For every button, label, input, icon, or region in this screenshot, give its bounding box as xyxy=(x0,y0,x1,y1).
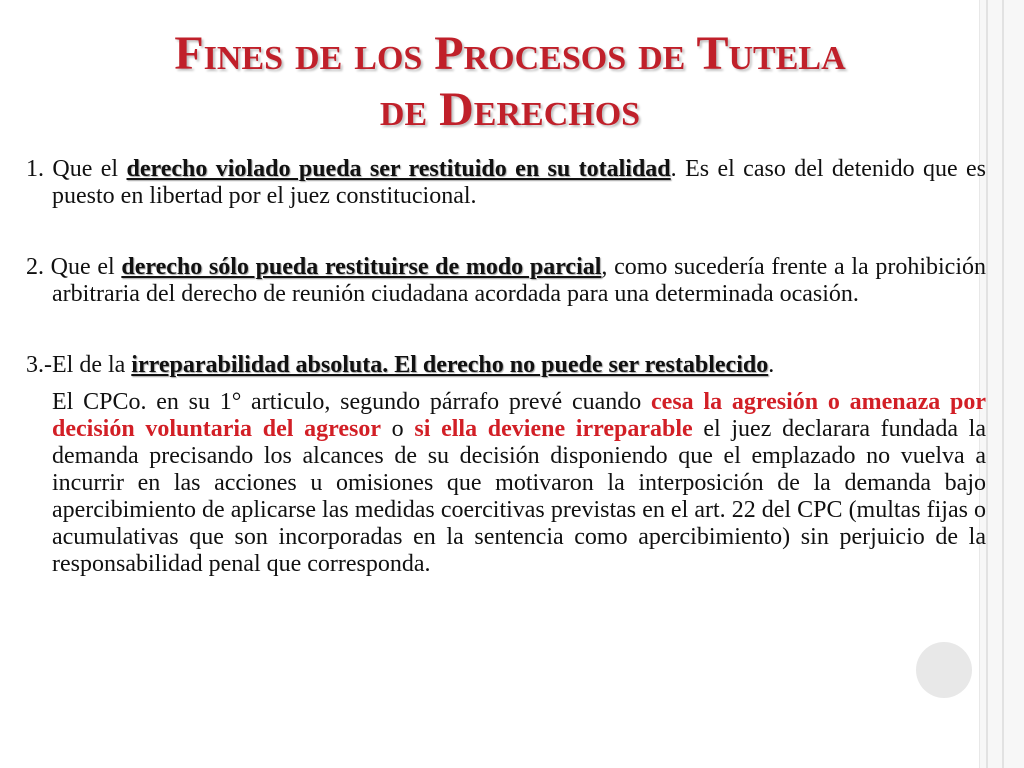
title-line-1: Fines de los Procesos de Tutela xyxy=(174,27,846,80)
list-item-3 xyxy=(26,352,986,379)
detail-highlight-2: si ella deviene irreparable xyxy=(414,416,693,442)
slide-body xyxy=(26,156,987,578)
item-2-emphasis: derecho sólo pueda restituirse de modo parcial xyxy=(121,254,602,280)
item-1-suffix: . Es el caso del detenido que es puesto en libertad por el juez constitucional. xyxy=(52,156,987,209)
detail-text-1: El CPCo. en su 1° articulo, segundo párrafo prevé cuando xyxy=(52,389,652,415)
item-3-suffix: . xyxy=(768,352,775,378)
decorative-line xyxy=(986,0,988,768)
item-2-suffix: , como sucedería frente a la prohibición arbitraria del derecho de reunión ciudadana acordada para una determinada ocasión. xyxy=(52,254,986,307)
item-2-prefix: 2. Que el xyxy=(26,254,122,280)
detail-text-2: o xyxy=(380,416,415,442)
list-item-1 xyxy=(26,156,987,210)
decorative-circle xyxy=(916,642,972,698)
item-1-prefix: 1. Que el xyxy=(26,156,127,182)
item-1-emphasis: derecho violado pueda ser restituido en su totalidad xyxy=(126,156,671,182)
slide-title xyxy=(40,26,980,138)
detail-paragraph xyxy=(52,389,986,578)
title-line-2: de Derechos xyxy=(379,83,641,136)
item-3-prefix: 3.-El de la xyxy=(26,352,132,378)
spacer xyxy=(52,210,986,254)
list-item-2 xyxy=(26,254,986,308)
decorative-line xyxy=(1002,0,1004,768)
detail-highlight-1: cesa la agresión o amenaza por decisión voluntaria del agresor xyxy=(52,389,986,442)
item-3-emphasis: irreparabilidad absoluta. El derecho no puede ser restablecido xyxy=(131,352,769,378)
spacer xyxy=(52,308,986,352)
detail-text-3: el juez declarara fundada la demanda precisando los alcances de su decisión disponiendo que el emplazado no vuelva a incurrir en las acciones u omisiones que motivaron la interposición de la demanda bajo apercibimiento de aplicarse las medidas coercitivas previstas en el art. 22 del CPC (multas fijas o acumulativas que son incorporadas en la sentencia como apercibimiento) sin perjuicio de la responsabilidad penal que corresponda. xyxy=(52,416,986,577)
